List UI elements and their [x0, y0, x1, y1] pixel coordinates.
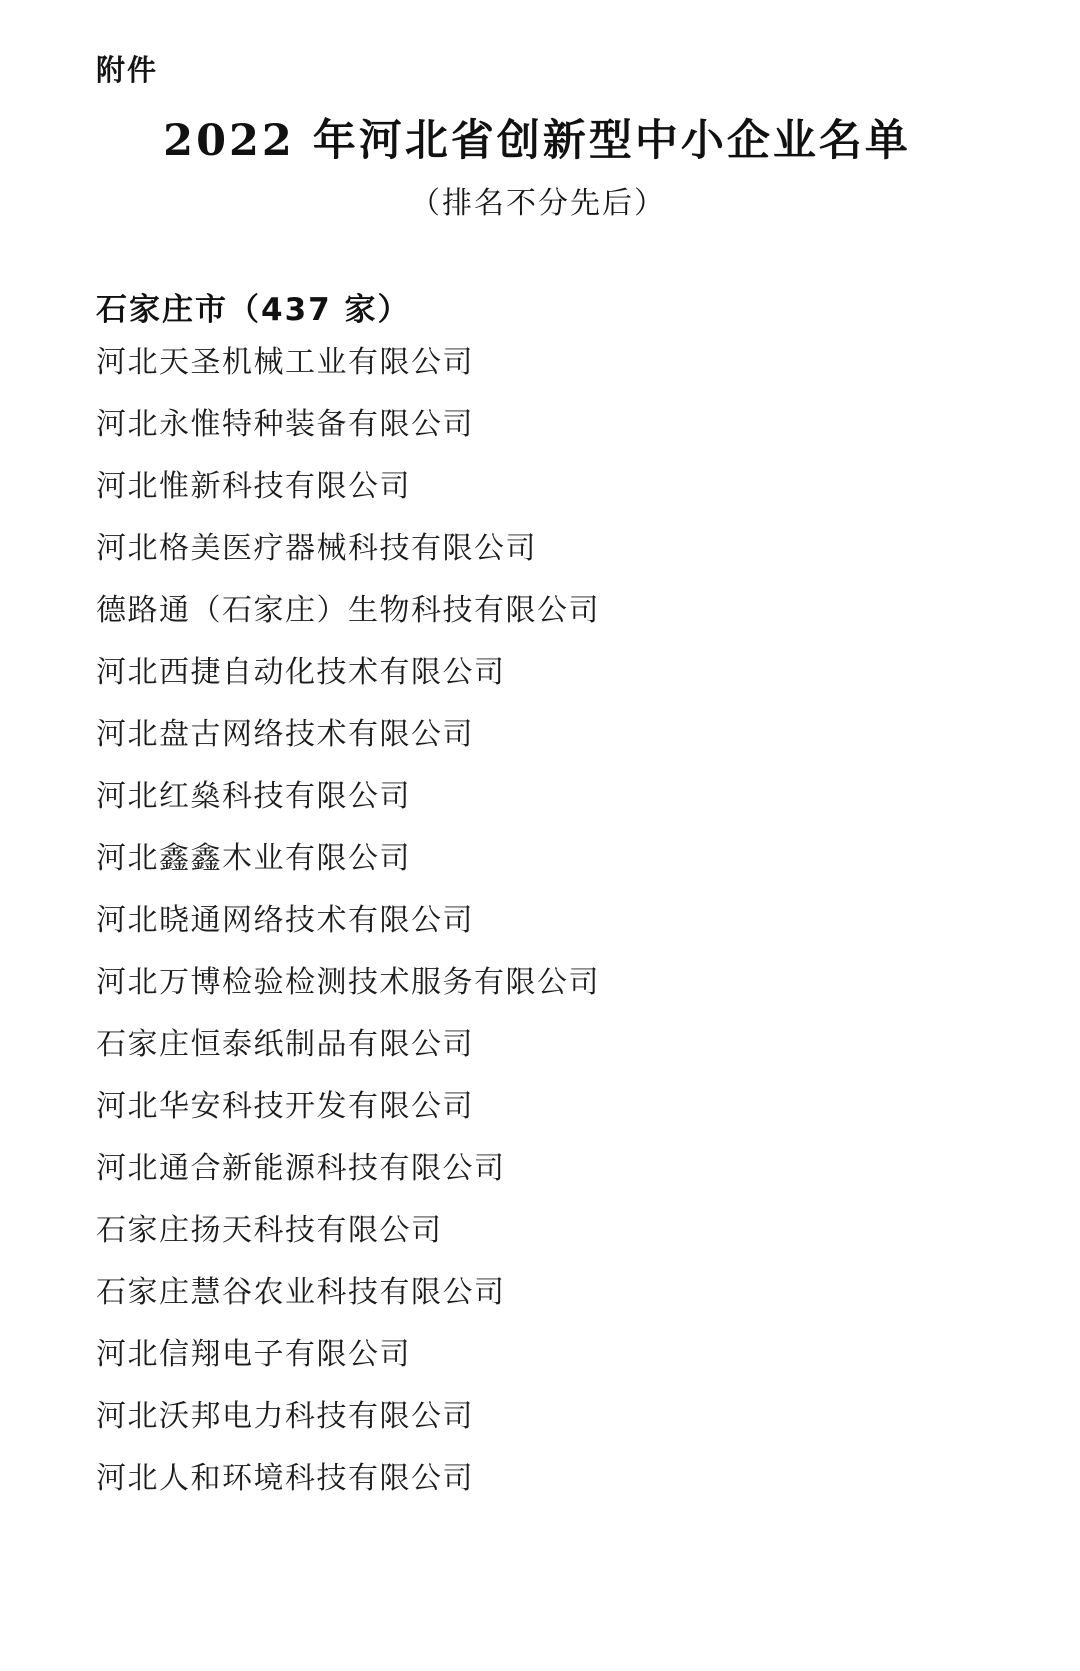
page-subtitle: （排名不分先后）: [410, 185, 666, 221]
section-heading: 石家庄市（437 家）: [96, 291, 411, 328]
list-item: 河北人和环境科技有限公司: [96, 1461, 474, 1497]
document-body: [96, 52, 986, 1510]
list-item: 河北信翔电子有限公司: [96, 1337, 411, 1373]
list-item: 河北晓通网络技术有限公司: [96, 903, 474, 939]
list-item: 河北盘古网络技术有限公司: [96, 717, 474, 753]
list-item: 河北华安科技开发有限公司: [96, 1089, 474, 1125]
company-list: [96, 332, 986, 1510]
list-item: 河北鑫鑫木业有限公司: [96, 841, 411, 877]
list-item: 河北格美医疗器械科技有限公司: [96, 531, 537, 567]
list-item: 河北天圣机械工业有限公司: [96, 345, 474, 381]
list-item: 德路通（石家庄）生物科技有限公司: [96, 593, 600, 629]
list-item: 河北西捷自动化技术有限公司: [96, 655, 506, 691]
list-item: 河北通合新能源科技有限公司: [96, 1151, 506, 1187]
list-item: 河北红燊科技有限公司: [96, 779, 411, 815]
page-title: 2022 年河北省创新型中小企业名单: [163, 115, 911, 166]
section-shijiazhuang: [96, 289, 986, 1510]
attachment-label: 附件: [96, 53, 159, 87]
list-item: 石家庄扬天科技有限公司: [96, 1213, 443, 1249]
list-item: 河北惟新科技有限公司: [96, 469, 411, 505]
list-item: 石家庄恒泰纸制品有限公司: [96, 1027, 474, 1063]
list-item: 石家庄慧谷农业科技有限公司: [96, 1275, 506, 1311]
list-item: 河北万博检验检测技术服务有限公司: [96, 965, 600, 1001]
list-item: 河北沃邦电力科技有限公司: [96, 1399, 474, 1435]
list-item: 河北永惟特种装备有限公司: [96, 407, 474, 443]
